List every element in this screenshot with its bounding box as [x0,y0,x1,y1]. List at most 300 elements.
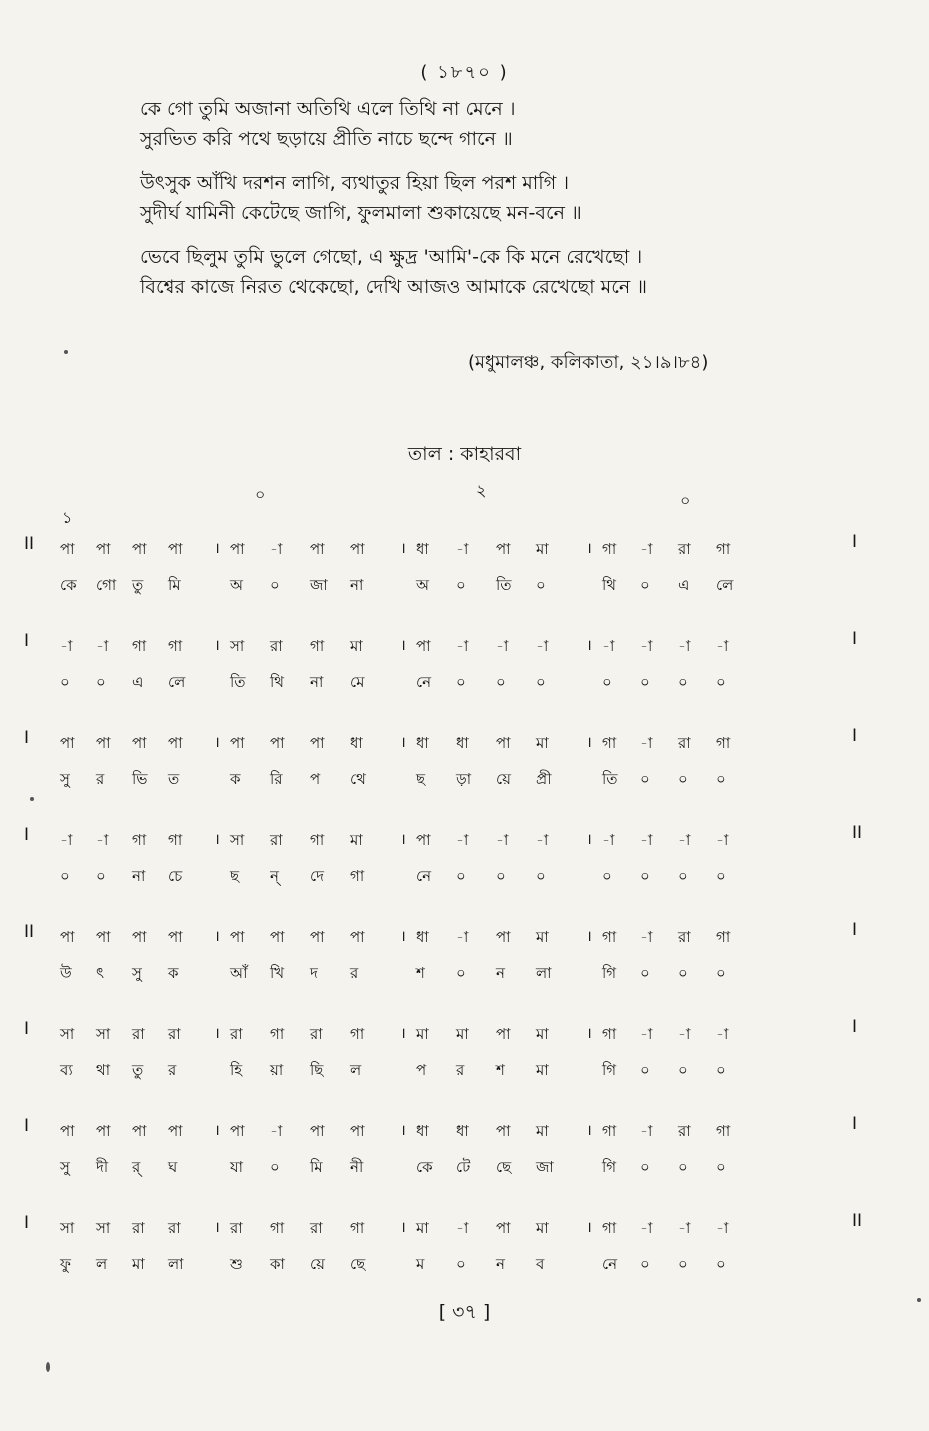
syllable: ০ [496,867,506,885]
swara-note: -া [536,831,549,849]
syllable: গি [602,1158,617,1176]
swara-note: সা [230,831,245,849]
syllable: ০ [536,867,546,885]
paper-speck [64,350,68,354]
syllable: ০ [640,576,650,594]
syllable: ছি [310,1061,324,1079]
swara-note: ধা [350,734,363,752]
swara-note: রা [678,540,691,558]
swara-note: রা [270,637,283,655]
swara-note: ধা [416,928,429,946]
swara-row [60,1120,850,1145]
paper-speck [46,1362,50,1372]
lyrics-block [140,100,860,308]
song-number: ( ১৮৭০ ) [420,62,509,83]
notation-block [20,819,910,916]
swara-note: -া [456,928,469,946]
beat-divider: । [214,539,220,557]
swara-note: -া [716,637,729,655]
swara-note: সা [96,1025,111,1043]
syllable: চে [168,867,183,885]
syllable [576,865,602,890]
swara-row [60,1023,850,1048]
bar-line-end: I [852,629,858,649]
tala-heading: তাল : কাহারবা [407,443,522,465]
source-citation: (মধুমালঞ্চ, কলিকাতা, ২১।৯।৮৪) [468,352,709,373]
swara-note: -া [456,1219,469,1237]
swara-row [60,732,850,757]
swara-note: গা [716,1122,731,1140]
notation-block [20,625,910,722]
syllable: ন [496,964,505,982]
syllable: ০ [678,1255,688,1273]
swara-note: গা [602,1122,617,1140]
beat-marker-third: ২ [476,481,487,500]
swara-note: মা [456,1025,469,1043]
syllable: প [416,1061,427,1079]
swara-note: -া [640,1025,653,1043]
syllable: তি [496,576,512,594]
syllable [390,962,416,987]
syllable: র [168,1061,177,1079]
swara-note: -া [456,831,469,849]
syllable: ০ [60,867,70,885]
swara-note: পা [132,734,147,752]
swara-note: গা [602,1219,617,1237]
syllable-row [60,1253,850,1278]
syllable: ০ [716,770,726,788]
swara-note: পা [60,540,75,558]
swara-note: পা [350,928,365,946]
bar-line-end: I [852,726,858,746]
swara-note: পা [496,540,511,558]
syllable [576,768,602,793]
syllable: গি [602,1061,617,1079]
syllable: থে [350,770,366,788]
syllable: ০ [456,1255,466,1273]
swara-note: -া [496,831,509,849]
swara-note: পা [168,1122,183,1140]
bar-line-end: I [852,920,858,940]
beat-divider: । [400,927,406,945]
syllable [576,1059,602,1084]
swara-note: পা [310,540,325,558]
beat-marker-fourth: ০ [680,491,691,510]
swara-note: রা [168,1025,181,1043]
beat-divider: । [400,830,406,848]
syllable: প [310,770,321,788]
syllable: মা [536,1061,549,1079]
notation-block [20,1013,910,1110]
syllable: টে [456,1158,471,1176]
lyric-line: ভেবে ছিলুম তুমি ভুলে গেছো, এ ক্ষুদ্র 'আমি'-কে কি মনে রেখেছো । [140,246,643,268]
swara-note: -া [536,637,549,655]
swara-note: পা [496,734,511,752]
syllable: ০ [456,964,466,982]
syllable: সু [132,964,142,982]
syllable: মে [350,673,365,691]
syllable: ০ [678,770,688,788]
bar-line-start: I [24,1019,30,1039]
syllable: অ [230,576,243,594]
syllable: হি [230,1061,243,1079]
swara-note: গা [270,1025,285,1043]
lyric-line: কে গো তুমি অজানা অতিথি এলে তিথি না মেনে । [140,98,516,120]
notation-block [20,528,910,625]
syllable: নী [350,1158,364,1176]
syllable: ০ [716,964,726,982]
swara-note: মা [536,1025,549,1043]
swara-note: পা [416,637,431,655]
syllable: র [456,1061,465,1079]
syllable: ন [496,1255,505,1273]
syllable: ০ [640,867,650,885]
syllable: কে [416,1158,433,1176]
swara-note: গা [602,540,617,558]
syllable: মি [310,1158,323,1176]
swara-note: রা [310,1025,323,1043]
syllable [204,671,230,696]
swara-note: গা [350,1025,365,1043]
swara-note: রা [132,1219,145,1237]
swara-note: পা [310,1122,325,1140]
syllable: থি [270,673,285,691]
swara-note: রা [132,1025,145,1043]
syllable: ব [536,1255,545,1273]
syllable: না [350,576,364,594]
swara-note: গা [602,928,617,946]
syllable: ০ [640,770,650,788]
syllable-row [60,574,850,599]
syllable: ০ [270,1158,280,1176]
syllable [390,1156,416,1181]
syllable-row [60,1156,850,1181]
syllable [204,1156,230,1181]
swara-note: -া [602,831,615,849]
syllable: জা [536,1158,554,1176]
syllable: লে [168,673,186,691]
bar-line-start: II [24,922,35,942]
swara-row [60,926,850,951]
swara-note: পা [350,1122,365,1140]
swara-note: রা [678,1122,691,1140]
beat-divider: । [400,539,406,557]
swara-note: সা [96,1219,111,1237]
syllable: র [350,964,359,982]
bar-line-end: I [852,532,858,552]
lyric-line: সুরভিত করি পথে ছড়ায়ে প্রীতি নাচে ছন্দে গানে ॥ [140,128,513,150]
syllable: জা [310,576,328,594]
syllable: দী [96,1158,109,1176]
syllable: ০ [96,673,106,691]
swara-note: পা [270,928,285,946]
swara-note: সা [60,1025,75,1043]
syllable: গি [602,964,617,982]
syllable: থি [602,576,617,594]
syllable [204,1253,230,1278]
beat-divider: । [586,1218,592,1236]
swara-note: মা [416,1025,429,1043]
syllable: ০ [456,673,466,691]
syllable: আঁ [230,964,248,982]
bar-line-start: I [24,825,30,845]
swara-note: মা [350,831,363,849]
syllable: ০ [678,1061,688,1079]
syllable: গা [350,867,365,885]
syllable: ছে [496,1158,512,1176]
beat-divider: । [586,1121,592,1139]
syllable: ০ [602,867,612,885]
syllable: ০ [640,964,650,982]
swara-note: -া [678,831,691,849]
syllable [390,1059,416,1084]
syllable: ম [416,1255,425,1273]
swara-note: পা [496,1122,511,1140]
swara-note: পা [310,734,325,752]
syllable: ০ [456,867,466,885]
syllable [390,671,416,696]
beat-divider: । [214,636,220,654]
syllable: ব্য [60,1061,73,1079]
notation-table [20,528,910,1304]
syllable: ছ [416,770,426,788]
bar-line-start: II [24,534,35,554]
bar-line-start: I [24,728,30,748]
syllable: র [96,770,105,788]
notation-block [20,722,910,819]
swara-note: পা [60,1122,75,1140]
syllable [204,962,230,987]
swara-note: মা [416,1219,429,1237]
beat-divider: । [586,636,592,654]
swara-note: -া [60,637,73,655]
swara-note: রা [230,1025,243,1043]
beat-divider: । [586,927,592,945]
swara-note: পা [168,928,183,946]
syllable: প্রী [536,770,552,788]
syllable [390,574,416,599]
swara-note: পা [168,540,183,558]
syllable: দে [310,867,324,885]
swara-note: সা [60,1219,75,1237]
beat-divider: । [586,733,592,751]
syllable: অ [416,576,429,594]
swara-note: রা [168,1219,181,1237]
swara-note: পা [60,928,75,946]
beat-divider: । [400,1218,406,1236]
swara-note: -া [640,831,653,849]
syllable [576,1156,602,1181]
swara-note: -া [602,637,615,655]
syllable [204,865,230,890]
syllable: ঘ [168,1158,178,1176]
syllable: শ [496,1061,505,1079]
swara-note: পা [230,540,245,558]
syllable: ০ [678,964,688,982]
swara-note: -া [640,1219,653,1237]
swara-note: -া [716,831,729,849]
swara-note: রা [310,1219,323,1237]
syllable: কা [270,1255,285,1273]
syllable [204,768,230,793]
syllable: ভি [132,770,148,788]
bar-line-start: I [24,1213,30,1233]
syllable: ০ [716,867,726,885]
swara-row [60,1217,850,1242]
swara-note: -া [716,1219,729,1237]
syllable: কে [60,576,77,594]
swara-note: ধা [456,734,469,752]
swara-note: গা [270,1219,285,1237]
syllable: য়ে [496,770,511,788]
swara-note: -া [270,540,283,558]
syllable: মা [132,1255,145,1273]
syllable: ০ [716,1061,726,1079]
swara-note: পা [132,540,147,558]
syllable: ০ [60,673,70,691]
swara-note: পা [96,928,111,946]
swara-note: পা [270,734,285,752]
syllable: ৎ [96,964,105,982]
swara-note: পা [496,928,511,946]
swara-note: গা [132,831,147,849]
syllable: ০ [456,576,466,594]
syllable: য়া [270,1061,284,1079]
swara-note: মা [536,928,549,946]
swara-note: পা [350,540,365,558]
syllable: যা [230,1158,243,1176]
syllable: ০ [536,576,546,594]
swara-note: পা [96,734,111,752]
syllable: ত [168,770,180,788]
swara-note: পা [230,928,245,946]
lyric-line: বিশ্বের কাজে নিরত থেকেছো, দেখি আজও আমাকে রেখেছো মনে ॥ [140,276,647,298]
syllable: মি [168,576,181,594]
syllable: ফু [60,1255,71,1273]
swara-note: পা [230,734,245,752]
syllable: ০ [640,1255,650,1273]
syllable [576,671,602,696]
syllable: ০ [96,867,106,885]
swara-note: -া [270,1122,283,1140]
swara-note: গা [716,734,731,752]
syllable: ০ [536,673,546,691]
syllable: র্ [132,1158,141,1176]
swara-note: পা [416,831,431,849]
swara-note: ধা [456,1122,469,1140]
syllable: ০ [640,1061,650,1079]
swara-note: -া [640,637,653,655]
syllable: সু [60,1158,70,1176]
syllable: লা [536,964,552,982]
syllable: ০ [270,576,280,594]
syllable: ০ [716,1158,726,1176]
syllable: এ [678,576,690,594]
swara-note: রা [270,831,283,849]
swara-note: ধা [416,734,429,752]
paper-speck [30,797,34,801]
swara-note: -া [640,734,653,752]
lyric-line: উৎসুক আঁখি দরশন লাগি, ব্যথাতুর হিয়া ছিল পরশ মাগি । [140,172,570,194]
notation-block [20,916,910,1013]
beat-divider: । [214,733,220,751]
swara-note: পা [132,1122,147,1140]
swara-note: পা [60,734,75,752]
syllable: না [310,673,324,691]
syllable: থা [96,1061,111,1079]
syllable: ড়া [456,770,472,788]
syllable [576,962,602,987]
syllable: না [132,867,146,885]
syllable: উ [60,964,72,982]
beat-marker-second: ০ [255,485,266,504]
swara-note: ধা [416,1122,429,1140]
swara-note: -া [60,831,73,849]
beat-divider: । [214,830,220,848]
beat-divider: । [586,539,592,557]
syllable: এ [132,673,144,691]
syllable: ছে [350,1255,366,1273]
swara-note: সা [230,637,245,655]
beat-divider: । [586,1024,592,1042]
swara-row [60,538,850,563]
swara-note: -া [456,540,469,558]
syllable: দ [310,964,318,982]
swara-note: পা [496,1025,511,1043]
swara-note: পা [230,1122,245,1140]
bar-line-end: II [852,823,863,843]
swara-note: মা [536,1122,549,1140]
swara-note: গা [310,831,325,849]
swara-note: -া [640,540,653,558]
swara-note: -া [640,1122,653,1140]
swara-note: -া [640,928,653,946]
swara-note: পা [310,928,325,946]
syllable: খি [270,964,285,982]
syllable: গো [96,576,117,594]
beat-marker-first: ১ [62,508,73,527]
syllable [576,574,602,599]
syllable: ক [168,964,179,982]
syllable: ০ [678,673,688,691]
beat-divider: । [214,927,220,945]
swara-note: গা [132,637,147,655]
swara-note: -া [496,637,509,655]
bar-line-start: I [24,631,30,651]
syllable: য়ে [310,1255,325,1273]
syllable: ০ [640,673,650,691]
swara-note: -া [678,1025,691,1043]
syllable-row [60,671,850,696]
swara-note: গা [602,1025,617,1043]
syllable-row [60,768,850,793]
swara-note: -া [716,1025,729,1043]
syllable: ক [230,770,241,788]
notation-block [20,1110,910,1207]
swara-note: পা [168,734,183,752]
syllable: লা [168,1255,184,1273]
swara-note: রা [230,1219,243,1237]
syllable [390,768,416,793]
swara-note: রা [678,734,691,752]
bar-line-end: I [852,1114,858,1134]
swara-note: গা [310,637,325,655]
swara-row [60,829,850,854]
syllable: ০ [678,1158,688,1176]
swara-note: গা [168,831,183,849]
bar-line-end: II [852,1211,863,1231]
swara-note: মা [536,540,549,558]
